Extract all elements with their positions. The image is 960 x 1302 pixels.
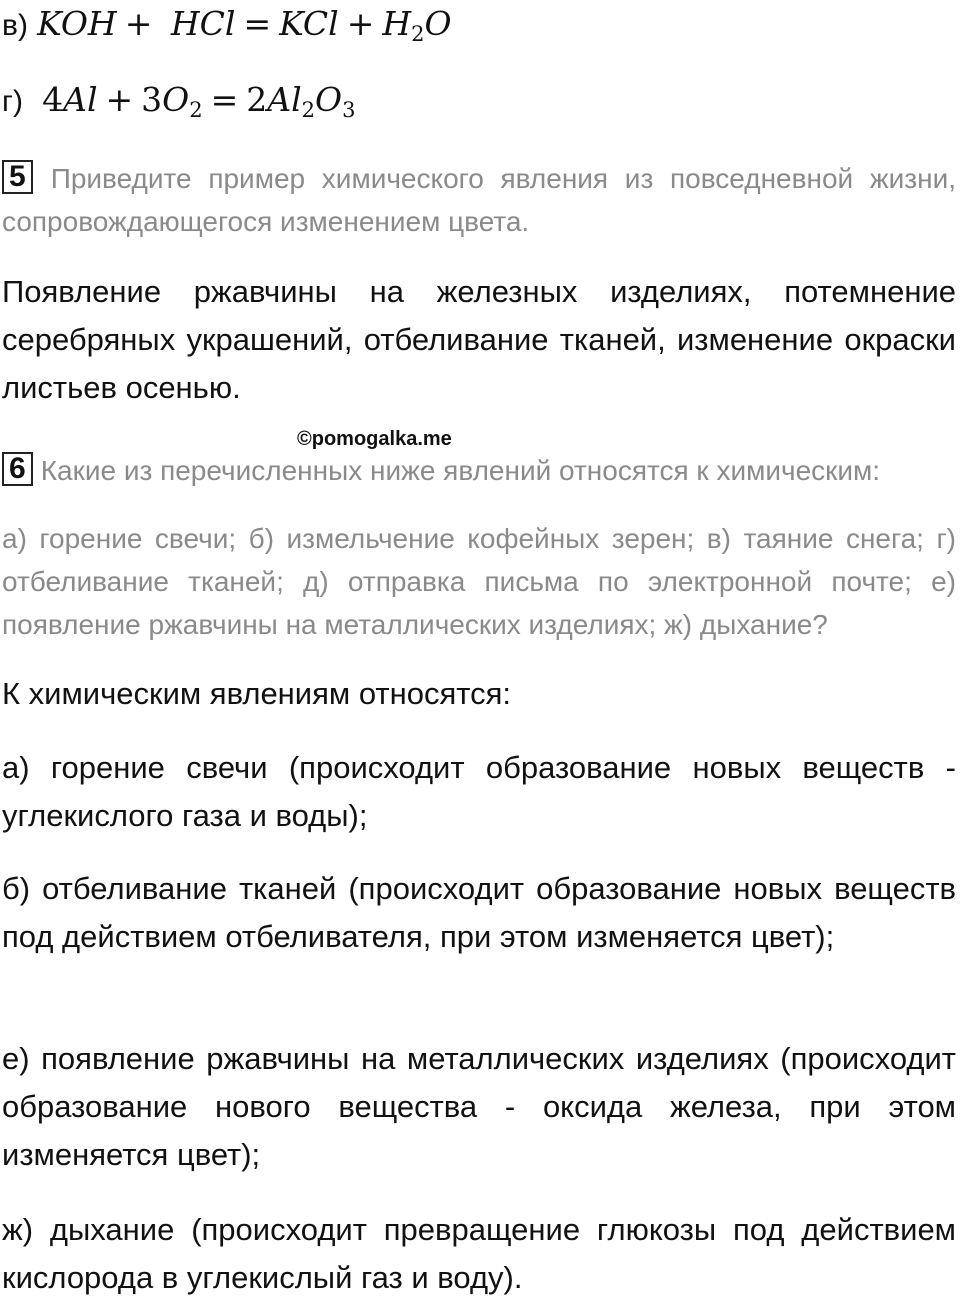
equation-g-formula: $4Al + 3O_2 = 2Al_2O_3$: [42, 80, 356, 122]
watermark: ©pomogalka.me: [297, 428, 452, 450]
task-5-text: Приведите пример химического явления из повседневной жизни, сопровождающегося изменением цвета.: [2, 163, 956, 237]
task-6-number: 6: [2, 452, 33, 486]
equation-g-prefix: г): [2, 85, 23, 118]
reagent-hcl: HCl: [170, 4, 236, 43]
equation-v: [2, 4, 452, 46]
equals-sign: =: [210, 80, 239, 119]
equation-v-formula: [37, 4, 452, 46]
task-5-question: [2, 157, 956, 243]
equation-v-prefix: в): [2, 9, 28, 42]
task-6-question: [2, 449, 956, 492]
plus-sign: +: [105, 80, 134, 119]
answer-item-e: е) появление ржавчины на металлических изделиях (происходит образование нового вещества - оксида железа, при этом изменяется цвет);: [2, 1041, 956, 1172]
answer-item-zh: ж) дыхание (происходит превращение глюкозы под действием кислорода в углекислый газ и воду).: [2, 1212, 956, 1295]
reagent-o2: $O_2$: [162, 80, 203, 122]
answer-item-a: а) горение свечи (происходит образование новых веществ - углекислого газа и воды);: [2, 750, 956, 833]
plus-sign: +: [346, 4, 375, 43]
task-6-text: Какие из перечисленных ниже явлений относятся к химическим:: [40, 455, 881, 486]
task-6-intro: К химическим явлениям относятся:: [2, 676, 511, 711]
product-kcl: KCl: [279, 4, 339, 43]
product-water: $H_2O$: [382, 4, 452, 46]
plus-sign: +: [124, 4, 153, 43]
equals-sign: =: [243, 4, 272, 43]
task-6-options: а) горение свечи; б) измельчение кофейных зерен; в) таяние снега; г) отбеливание тканей; д) отправка письма по электронной почте; е) появление ржавчины на металлических изделиях; ж) дыхание?: [2, 523, 956, 640]
reagent-al: Al: [63, 80, 98, 119]
task-5-answer: Появление ржавчины на железных изделиях, потемнение серебряных украшений, отбеливание тканей, изменение окраски листьев осенью.: [2, 274, 956, 405]
task-5-number: 5: [2, 160, 33, 194]
equation-g: [2, 80, 355, 122]
reagent-koh: KOH: [37, 4, 117, 43]
answer-item-b: б) отбеливание тканей (происходит образование новых веществ под действием отбеливателя, при этом изменяется цвет);: [2, 871, 956, 954]
product-al2o3: $Al_2O_3$: [267, 80, 356, 122]
